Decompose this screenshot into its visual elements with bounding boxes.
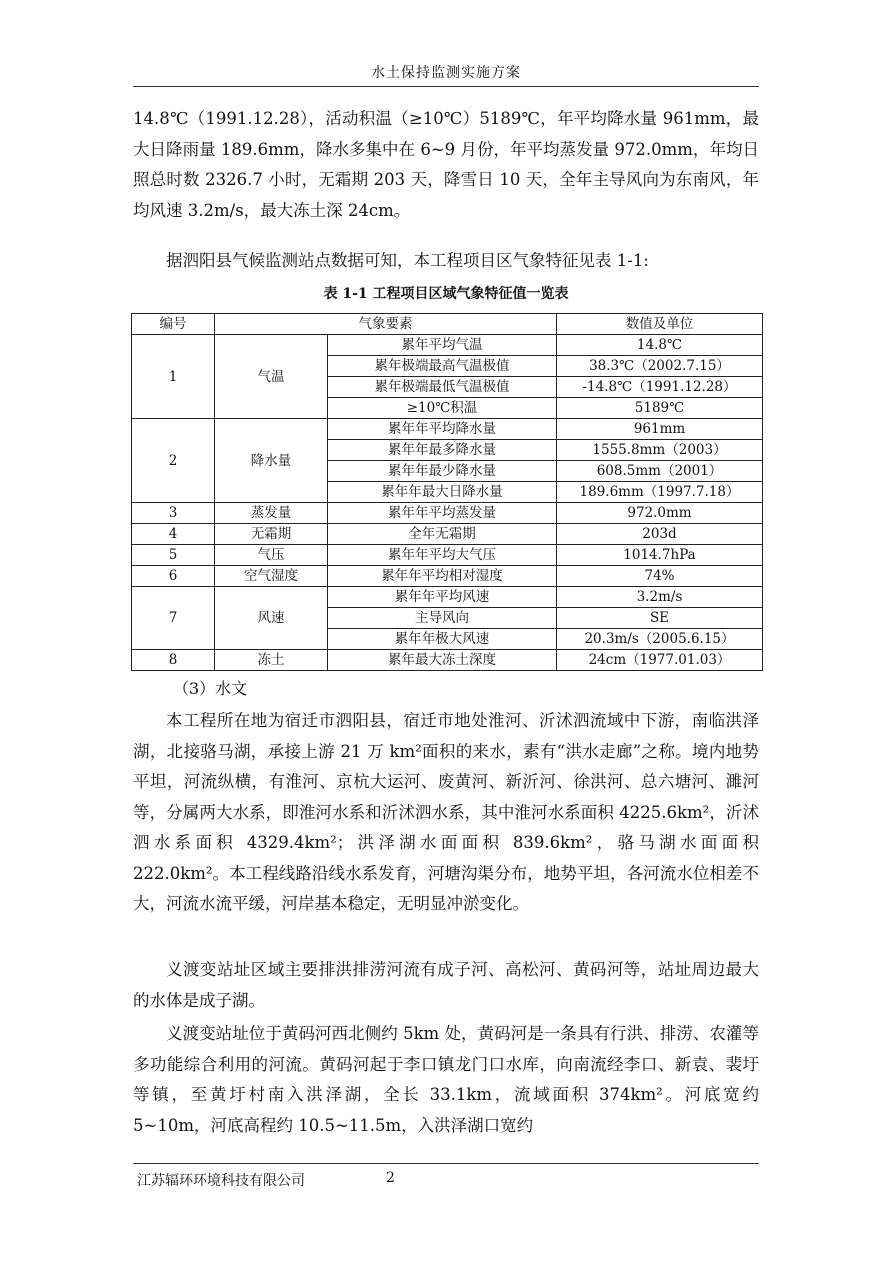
- item-cell: 累年年平均风速: [328, 587, 557, 608]
- value-cell: 203d: [557, 524, 763, 545]
- value-cell: 24cm（1977.01.03）: [557, 650, 763, 671]
- climate-reference-paragraph: 据泗阳县气候监测站点数据可知，本工程项目区气象特征见表 1-1:: [166, 251, 649, 270]
- value-cell: 14.8℃: [557, 335, 763, 356]
- header-value: 数值及单位: [557, 314, 763, 335]
- value-cell: 20.3m/s（2005.6.15）: [557, 629, 763, 650]
- item-cell: 累年年平均蒸发量: [328, 503, 557, 524]
- item-cell: 累年年平均降水量: [328, 419, 557, 440]
- group-category: 无霜期: [215, 524, 328, 545]
- table-row: [132, 524, 763, 545]
- table-row: [132, 419, 763, 440]
- table-row: [132, 650, 763, 671]
- group-category: 降水量: [215, 419, 328, 503]
- hydrology-paragraph-2: 义渡变站址区域主要排洪排涝河流有成子河、高松河、黄码河等，站址周边最大的水体是成子湖。: [133, 960, 759, 1010]
- group-number: 5: [132, 545, 215, 566]
- item-cell: 累年年平均相对湿度: [328, 566, 557, 587]
- value-cell: -14.8℃（1991.12.28）: [557, 377, 763, 398]
- group-number: 2: [132, 419, 215, 503]
- item-cell: 全年无霜期: [328, 524, 557, 545]
- value-cell: 961mm: [557, 419, 763, 440]
- table-row: [132, 335, 763, 356]
- value-cell: 1555.8mm（2003）: [557, 440, 763, 461]
- footer-company-name: 江苏辐环环境科技有限公司: [137, 1173, 305, 1189]
- item-cell: 累年极端最低气温极值: [328, 377, 557, 398]
- table-row: [132, 587, 763, 608]
- table-header-row: [132, 314, 763, 335]
- group-category: 空气湿度: [215, 566, 328, 587]
- group-number: 6: [132, 566, 215, 587]
- value-cell: SE: [557, 608, 763, 629]
- item-cell: 累年年极大风速: [328, 629, 557, 650]
- table-row: [132, 566, 763, 587]
- value-cell: 1014.7hPa: [557, 545, 763, 566]
- group-number: 4: [132, 524, 215, 545]
- item-cell: 累年年最多降水量: [328, 440, 557, 461]
- group-category: 冻土: [215, 650, 328, 671]
- group-number: 8: [132, 650, 215, 671]
- group-number: 1: [132, 335, 215, 419]
- item-cell: 累年年平均大气压: [328, 545, 557, 566]
- item-cell: 累年平均气温: [328, 335, 557, 356]
- value-cell: 608.5mm（2001）: [557, 461, 763, 482]
- item-cell: 累年最大冻土深度: [328, 650, 557, 671]
- group-category: 气压: [215, 545, 328, 566]
- table-caption: 表 1-1 工程项目区域气象特征值一览表: [323, 286, 569, 302]
- value-cell: 74%: [557, 566, 763, 587]
- group-number: 3: [132, 503, 215, 524]
- group-category: 风速: [215, 587, 328, 650]
- item-cell: ≥10℃积温: [328, 398, 557, 419]
- header-divider: [133, 86, 759, 87]
- climate-table: [131, 313, 763, 671]
- value-cell: 189.6mm（1997.7.18）: [557, 482, 763, 503]
- item-cell: 累年极端最高气温极值: [328, 356, 557, 377]
- group-number: 7: [132, 587, 215, 650]
- value-cell: 5189℃: [557, 398, 763, 419]
- value-cell: 972.0mm: [557, 503, 763, 524]
- hydrology-paragraph-1: 本工程所在地为宿迁市泗阳县，宿迁市地处淮河、沂沭泗流域中下游，南临洪泽湖，北接骆马湖，承接上游 21 万 km²面积的来水，素有“洪水走廊”之称。境内地势平坦，河流纵横，有淮河、京杭大运河、废黄河、新沂河、徐洪河、总六塘河、濉河等，分属两大水系，即淮河水系和沂沭泗水系，其中淮河水系面积 4225.6km²，沂沭泗水系面积 4329.4km²；洪泽湖水面面积 839.6km²，骆马湖水面面积 222.0km²。本工程线路沿线水系发育，河塘沟渠分布，地势平坦，各河流水位相差不大，河流水流平缓，河岸基本稳定，无明显冲淤变化。: [133, 711, 759, 913]
- item-cell: 累年年最少降水量: [328, 461, 557, 482]
- section-heading-hydrology: （3）水文: [173, 679, 248, 698]
- page-number: 2: [386, 1170, 395, 1186]
- header-element: 气象要素: [215, 314, 557, 335]
- value-cell: 3.2m/s: [557, 587, 763, 608]
- value-cell: 38.3℃（2002.7.15）: [557, 356, 763, 377]
- hydrology-paragraph-3: 义渡变站址位于黄码河西北侧约 5km 处，黄码河是一条具有行洪、排涝、农灌等多功能综合利用的河流。黄码河起于李口镇龙门口水库，向南流经李口、新袁、裴圩等镇，至黄圩村南入洪泽湖，全长 33.1km，流域面积 374km²。河底宽约 5~10m，河底高程约 10.5~11.5m，入洪泽湖口宽约: [133, 1024, 759, 1135]
- header-number: 编号: [132, 314, 215, 335]
- item-cell: 累年年最大日降水量: [328, 482, 557, 503]
- group-category: 蒸发量: [215, 503, 328, 524]
- page-header-title: 水土保持监测实施方案: [371, 65, 521, 81]
- climate-paragraph: 14.8℃（1991.12.28），活动积温（≥10℃）5189℃，年平均降水量 961mm，最大日降雨量 189.6mm，降水多集中在 6~9 月份，年平均蒸发量 972.0mm，年均日照总时数 2326.7 小时，无霜期 203 天，降雪日 10 天，全年主导风向为东南风，年均风速 3.2m/s，最大冻土深 24cm。: [133, 109, 759, 220]
- footer-divider: [133, 1163, 759, 1164]
- group-category: 气温: [215, 335, 328, 419]
- item-cell: 主导风向: [328, 608, 557, 629]
- table-row: [132, 503, 763, 524]
- table-row: [132, 545, 763, 566]
